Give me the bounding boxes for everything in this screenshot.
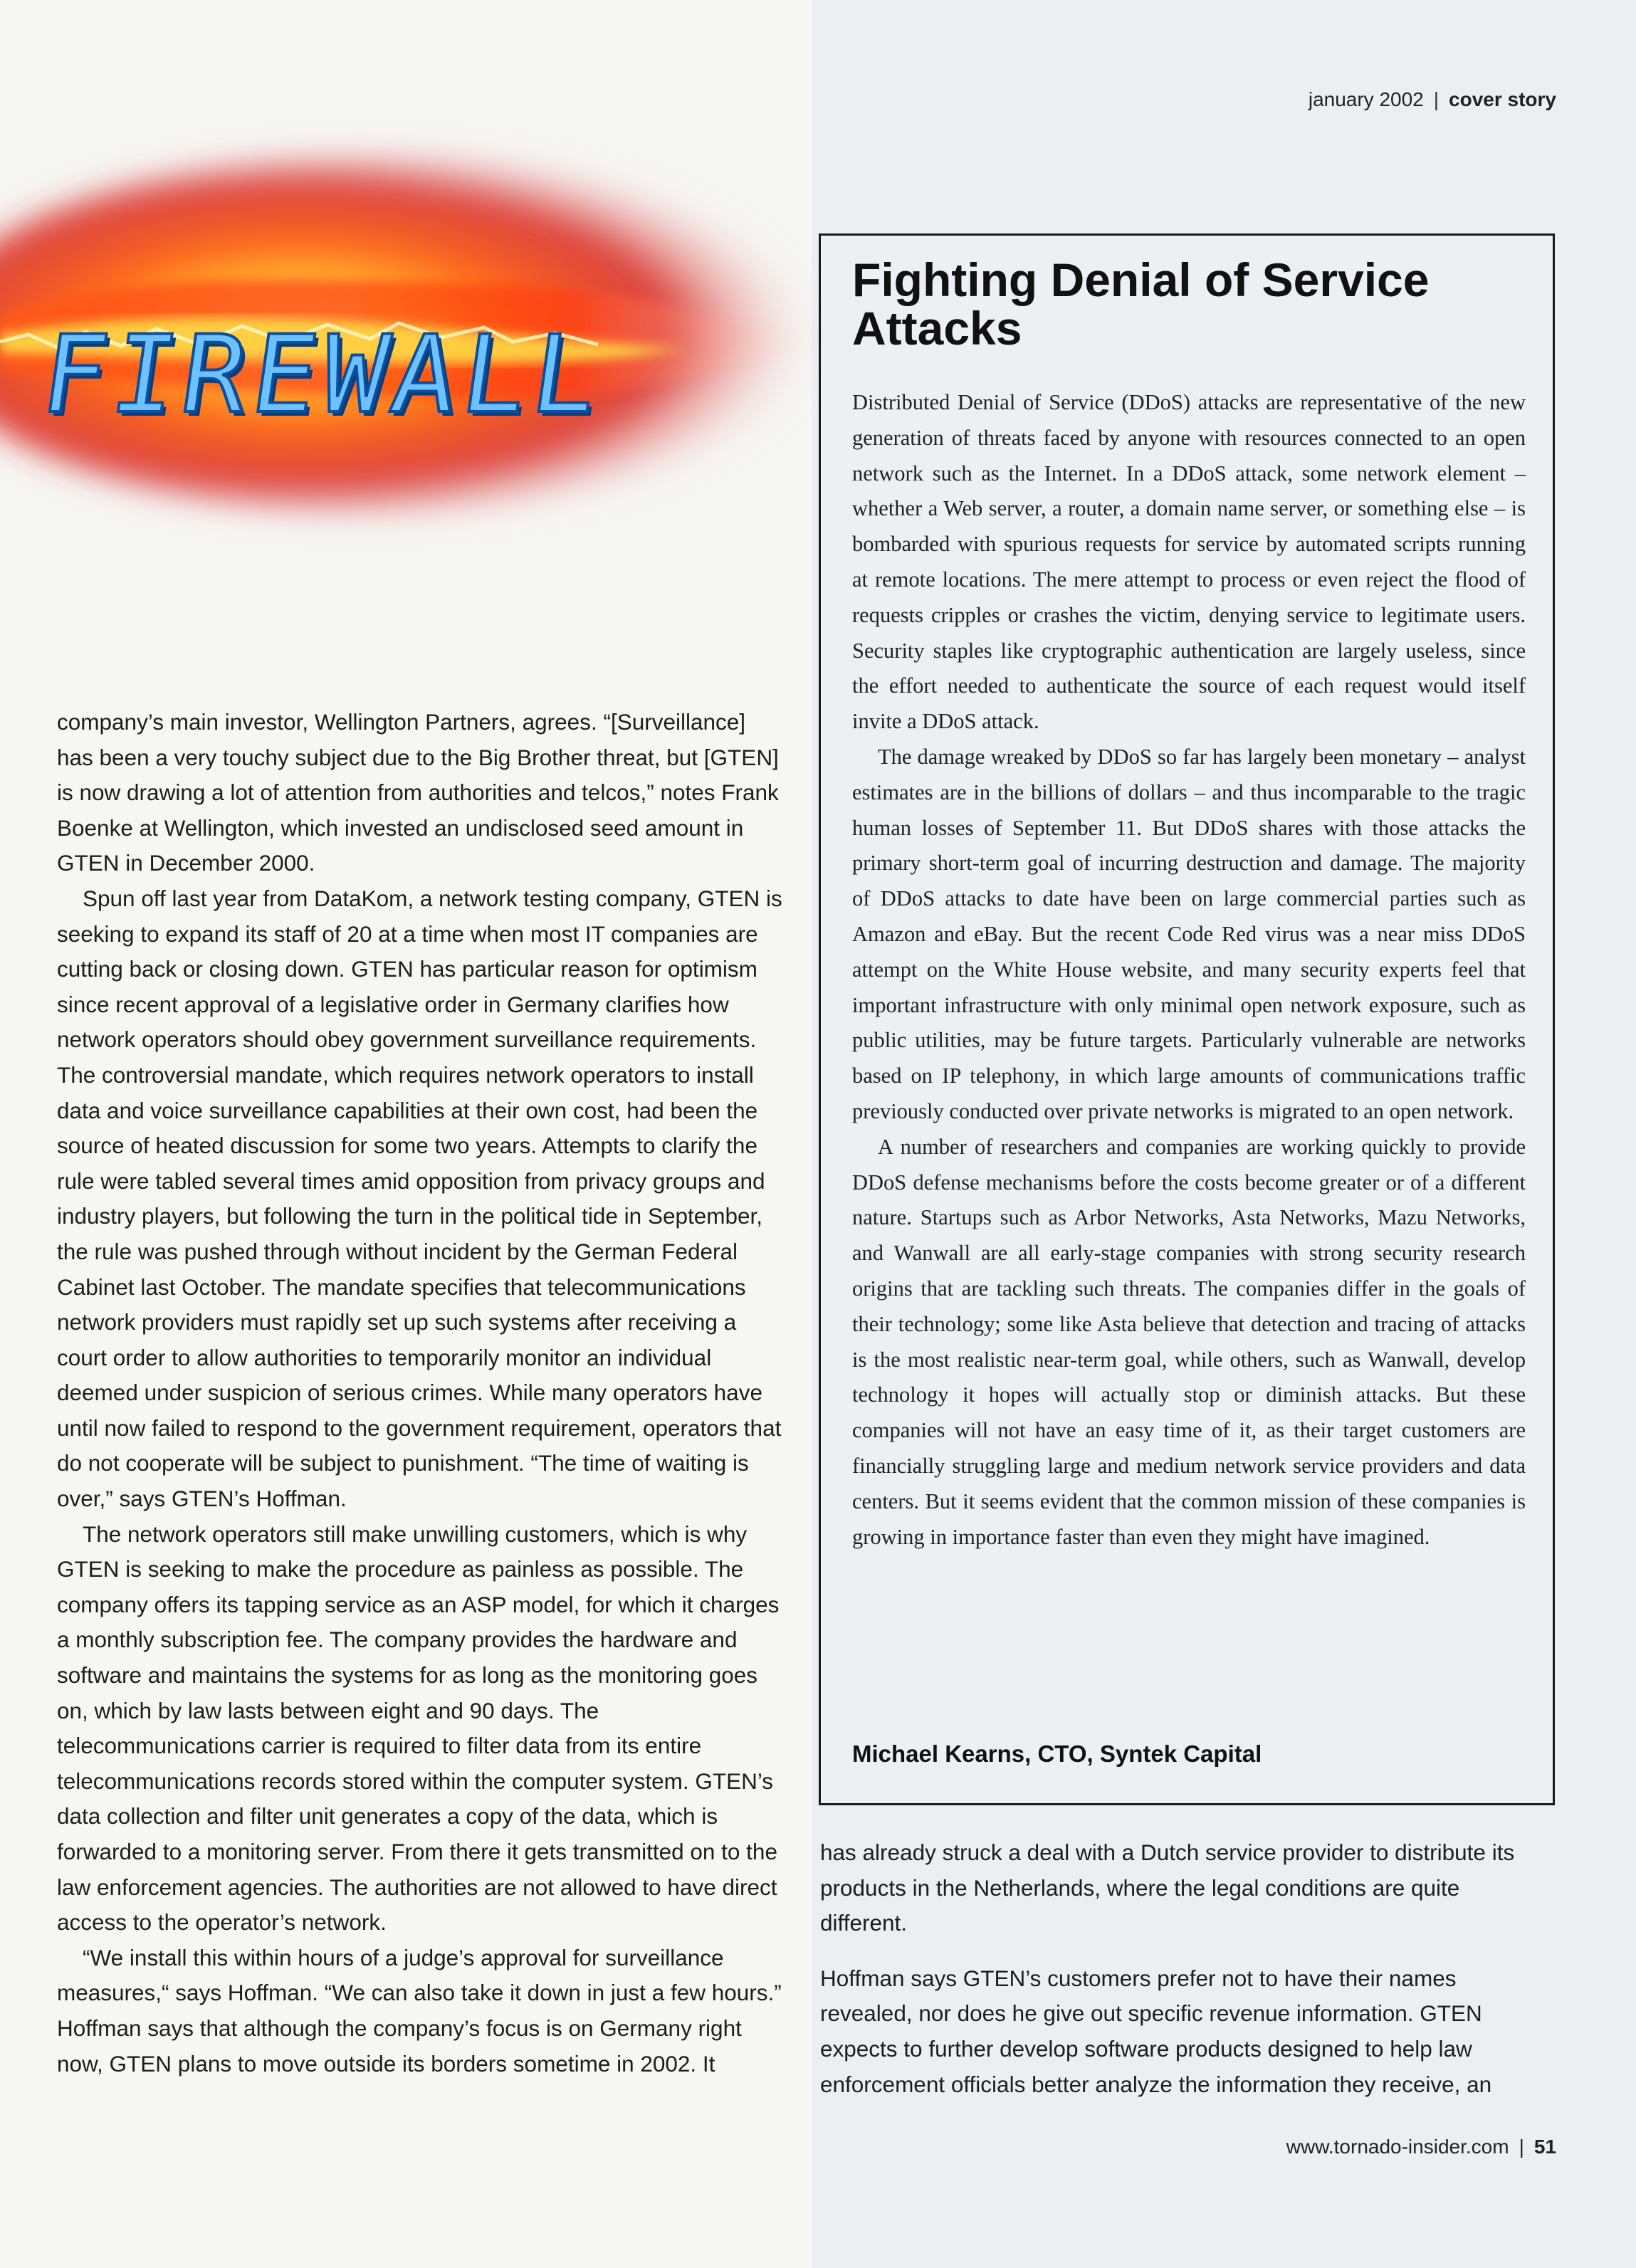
sidebar-paragraph: The damage wreaked by DDoS so far has largely been monetary – analyst estimates are in the billions of dollars – and thus incomparable to the tragic human losses of September 11. But DDoS shares with those attacks the primary short-term goal of incurring destruction and damage. The majority of DDoS attacks to date have been on large commercial parties such as Amazon and eBay. But the recent Code Red virus was a near miss DDoS attempt on the White House website, and many security experts feel that important infrastructure with only minimal open network exposure, such as public utilities, may be future targets. Particularly vulnerable are networks based on IP telephony, in which large amounts of communications traffic previously conducted over private networks is migrated to an open network. [852,744,1526,1123]
article-left-column [57,705,783,2081]
firewall-logo-text: FIREWALL [33,313,612,437]
running-footer [1286,2136,1556,2158]
footer-url: www.tornado-insider.com [1286,2136,1509,2158]
sidebar-byline: Michael Kearns, CTO, Syntek Capital [852,1741,1262,1767]
article-right-column [820,1835,1532,2122]
article-paragraph: Spun off last year from DataKom, a network testing company, GTEN is seeking to expand its staff of 20 at a time when most IT companies are cutting back or closing down. GTEN has particular reason for optimism since recent approval of a legislative order in Germany clarifies how network operators should obey government surveillance requirements. The controversial mandate, which requires network operators to install data and voice surveillance capabilities at their own cost, had been the source of heated discussion for some two years. Attempts to clarify the rule were tabled several times amid opposition from privacy groups and industry players, but following the turn in the political tide in September, the rule was pushed through without incident by the German Federal Cabinet last October. The mandate specifies that telecommunications network providers must rapidly set up such systems after receiving a court order to allow authorities to temporarily monitor an individual deemed under suspicion of serious crimes. While many operators have until now failed to respond to the government requirement, operators that do not cooperate will be subject to punishment. “The time of waiting is over,” says GTEN’s Hoffman. [57,885,782,1512]
section-label: cover story [1449,88,1556,110]
sidebar-title: Fighting Denial of Service Attacks [852,253,1430,355]
article-paragraph: has already struck a deal with a Dutch service provider to distribute its products in the Netherlands, where the legal conditions are quite different. [820,1839,1515,1936]
sidebar-paragraph: A number of researchers and companies are working quickly to provide DDoS defense mechanisms before the costs become greater or of a different nature. Startups such as Arbor Networks, Asta Networks, Mazu Networks, and Wanwall are all early-stage companies with strong security research origins that are tackling such threats. The companies differ in the goals of their technology; some like Asta believe that detection and tracing of attacks is the most realistic near-term goal, while others, such as Wanwall, develop technology it hopes will actually stop or diminish attacks. But these companies will not have an easy time of it, as their target customers are financially struggling large and medium network service providers and data centers. But it seems evident that the common mission of these companies is growing in importance faster than even they might have imagined. [852,1134,1526,1549]
article-paragraph: Hoffman says GTEN’s customers prefer not to have their names revealed, nor does he give out specific revenue information. GTEN expects to further develop software products designed to help law enforcement officials better analyze the information they receive, an [820,1965,1492,2097]
page-number: 51 [1533,2136,1556,2158]
article-paragraph: The network operators still make unwilling customers, which is why GTEN is seeking to make the procedure as painless as possible. The company offers its tapping service as an ASP model, for which it charges a monthly subscription fee. The company provides the hardware and software and maintains the systems for as long as the monitoring goes on, which by law lasts between eight and 90 days. The telecommunications carrier is required to filter data from its entire telecommunications records stored within the computer system. GTEN’s data collection and filter unit generates a copy of the data, which is forwarded to a monitoring server. From there it gets transmitted on to the law enforcement agencies. The authorities are not allowed to have direct access to the operator’s network. [57,1521,780,1936]
article-paragraph: “We install this within hours of a judge’s approval for surveillance measures,“ says Hoffman. “We can also take it down in just a few hours.” Hoffman says that although the company’s focus is on Germany right now, GTEN plans to move outside its borders sometime in 2002. It [57,1944,782,2077]
sidebar-paragraph: Distributed Denial of Service (DDoS) attacks are representative of the new generation of threats faced by anyone with resources connected to an open network such as the Internet. In a DDoS attack, some network element – whether a Web server, a router, a domain name server, or something else – is bombarded with spurious requests for service by automated scripts running at remote locations. The mere attempt to process or even reject the flood of requests cripples or crashes the victim, denying service to legitimate users. Security staples like cryptographic authentication are largely useless, since the effort needed to authenticate the source of each request would itself invite a DDoS attack. [852,390,1526,734]
sidebar-body [852,385,1526,1555]
footer-separator: | [1519,2136,1524,2158]
firewall-flame-graphic [0,100,840,555]
header-separator: | [1433,88,1440,110]
running-header [1309,88,1556,111]
ddos-sidebar-box [819,233,1555,1805]
article-paragraph: company’s main investor, Wellington Partners, agrees. “[Surveillance] has been a very touchy subject due to the Big Brother threat, but [GTEN] is now drawing a lot of attention from authorities and telcos,” notes Frank Boenke at Wellington, which invested an undisclosed seed amount in GTEN in December 2000. [57,709,779,876]
issue-date: january 2002 [1308,88,1424,110]
